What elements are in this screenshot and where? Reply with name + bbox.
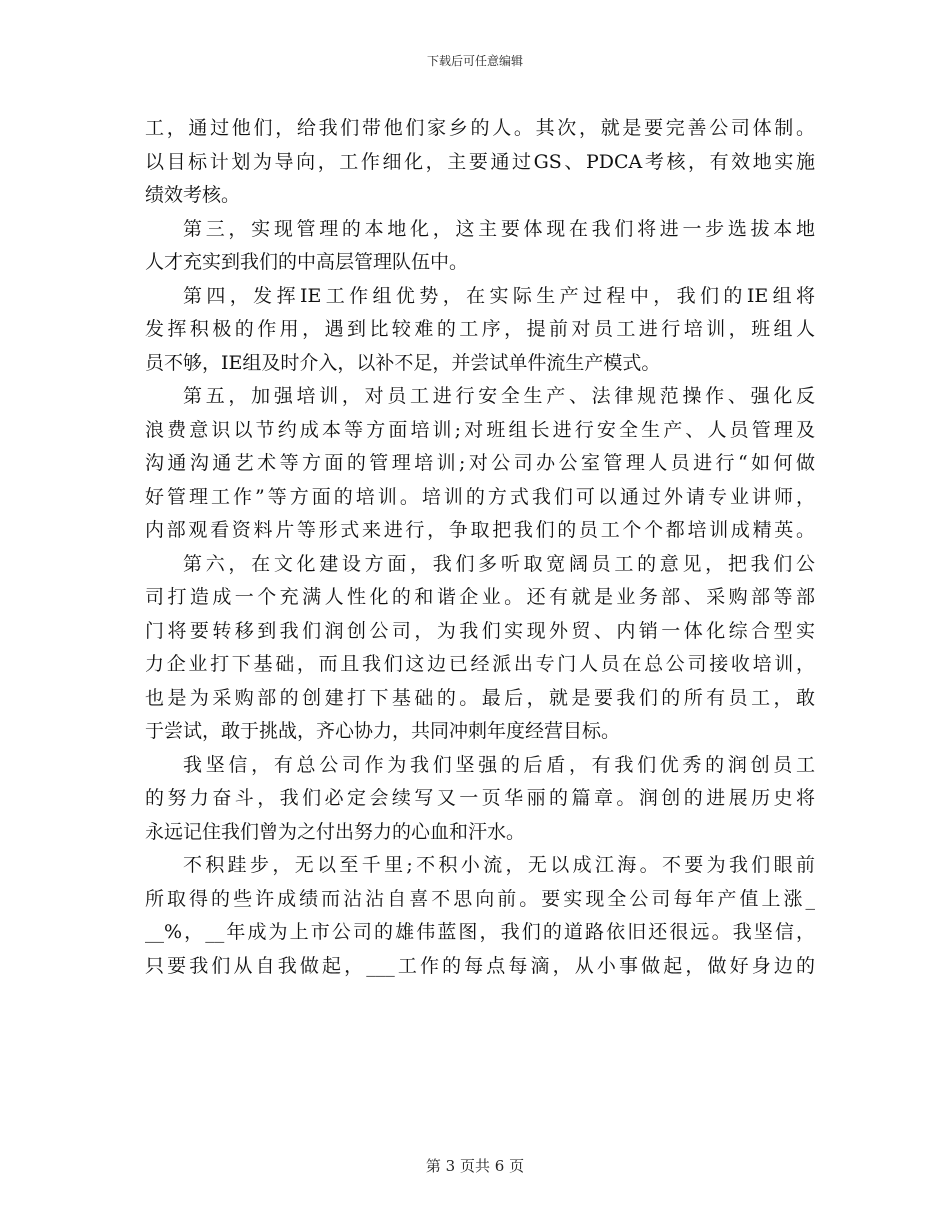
paragraph-line: 员不够，IE组及时介入，以补不足，并尝试单件流生产模式。 — [145, 351, 661, 374]
paragraph-first-line: 第三，实现管理的本地化，这主要体现在我们将进一步选拔本地 — [183, 217, 815, 240]
document-body — [145, 112, 815, 983]
paragraph-line: 浪费意识以节约成本等方面培训;对班组长进行安全生产、人员管理及 — [145, 418, 815, 441]
paragraph-line: 好管理工作”等方面的培训。培训的方式我们可以通过外请专业讲师， — [145, 485, 815, 508]
page-header: 下载后可任意编辑 — [426, 54, 523, 68]
paragraph-line: 于尝试，敢于挑战，齐心协力，共同冲刺年度经营目标。 — [145, 720, 621, 742]
paragraph-first-line: 第六，在文化建设方面，我们多听取宽阔员工的意见，把我们公 — [183, 552, 815, 575]
paragraph-line: 司打造成一个充满人性化的和谐企业。还有就是业务部、采购部等部 — [145, 586, 815, 608]
paragraph-line: 发挥积极的作用，遇到比较难的工序，提前对员工进行培训，班组人 — [145, 318, 815, 340]
paragraph-line: 人才充实到我们的中高层管理队伍中。 — [145, 251, 469, 273]
paragraph-line: 以目标计划为导向，工作细化，主要通过GS、PDCA考核，有效地实施 — [145, 150, 815, 173]
paragraph-line: 内部观看资料片等形式来进行，争取把我们的员工个个都培训成精英。 — [145, 519, 815, 541]
paragraph-first-line: 我坚信，有总公司作为我们坚强的后盾，有我们优秀的润创员工 — [183, 753, 815, 776]
paragraph-line: 所取得的些许成绩而沾沾自喜不思向前。要实现全公司每年产值上涨_ — [145, 887, 815, 910]
paragraph-line: 沟通沟通艺术等方面的管理培训;对公司办公室管理人员进行“如何做 — [145, 452, 815, 474]
paragraph-line: 绩效考核。 — [145, 184, 241, 206]
paragraph-first-line: 第四，发挥IE工作组优势，在实际生产过程中，我们的IE组将 — [183, 284, 815, 307]
paragraph-first-line: 第五，加强培训，对员工进行安全生产、法律规范操作、强化反 — [183, 385, 815, 407]
paragraph-line: 也是为采购部的创建打下基础的。最后，就是要我们的所有员工，敢 — [145, 686, 815, 709]
paragraph-line: 门将要转移到我们润创公司，为我们实现外贸、内销一体化综合型实 — [145, 619, 815, 642]
paragraph-line: 永远记住我们曾为之付出努力的心血和汗水。 — [145, 820, 526, 843]
page-number-footer: 第 3 页共 6 页 — [425, 1157, 525, 1175]
paragraph-line: 工，通过他们，给我们带他们家乡的人。其次，就是要完善公司体制。 — [145, 117, 815, 139]
paragraph-line: 力企业打下基础，而且我们这边已经派出专门人员在总公司接收培训， — [145, 653, 815, 675]
paragraph-line: 只要我们从自我做起，___工作的每点每滴，从小事做起，做好身边的 — [145, 954, 815, 977]
paragraph-line: __%，__年成为上市公司的雄伟蓝图，我们的道路依旧还很远。我坚信， — [145, 921, 815, 943]
paragraph-first-line: 不积跬步，无以至千里;不积小流，无以成江海。不要为我们眼前 — [183, 854, 815, 876]
paragraph-line: 的努力奋斗，我们必定会续写又一页华丽的篇章。润创的进展历史将 — [145, 787, 815, 809]
